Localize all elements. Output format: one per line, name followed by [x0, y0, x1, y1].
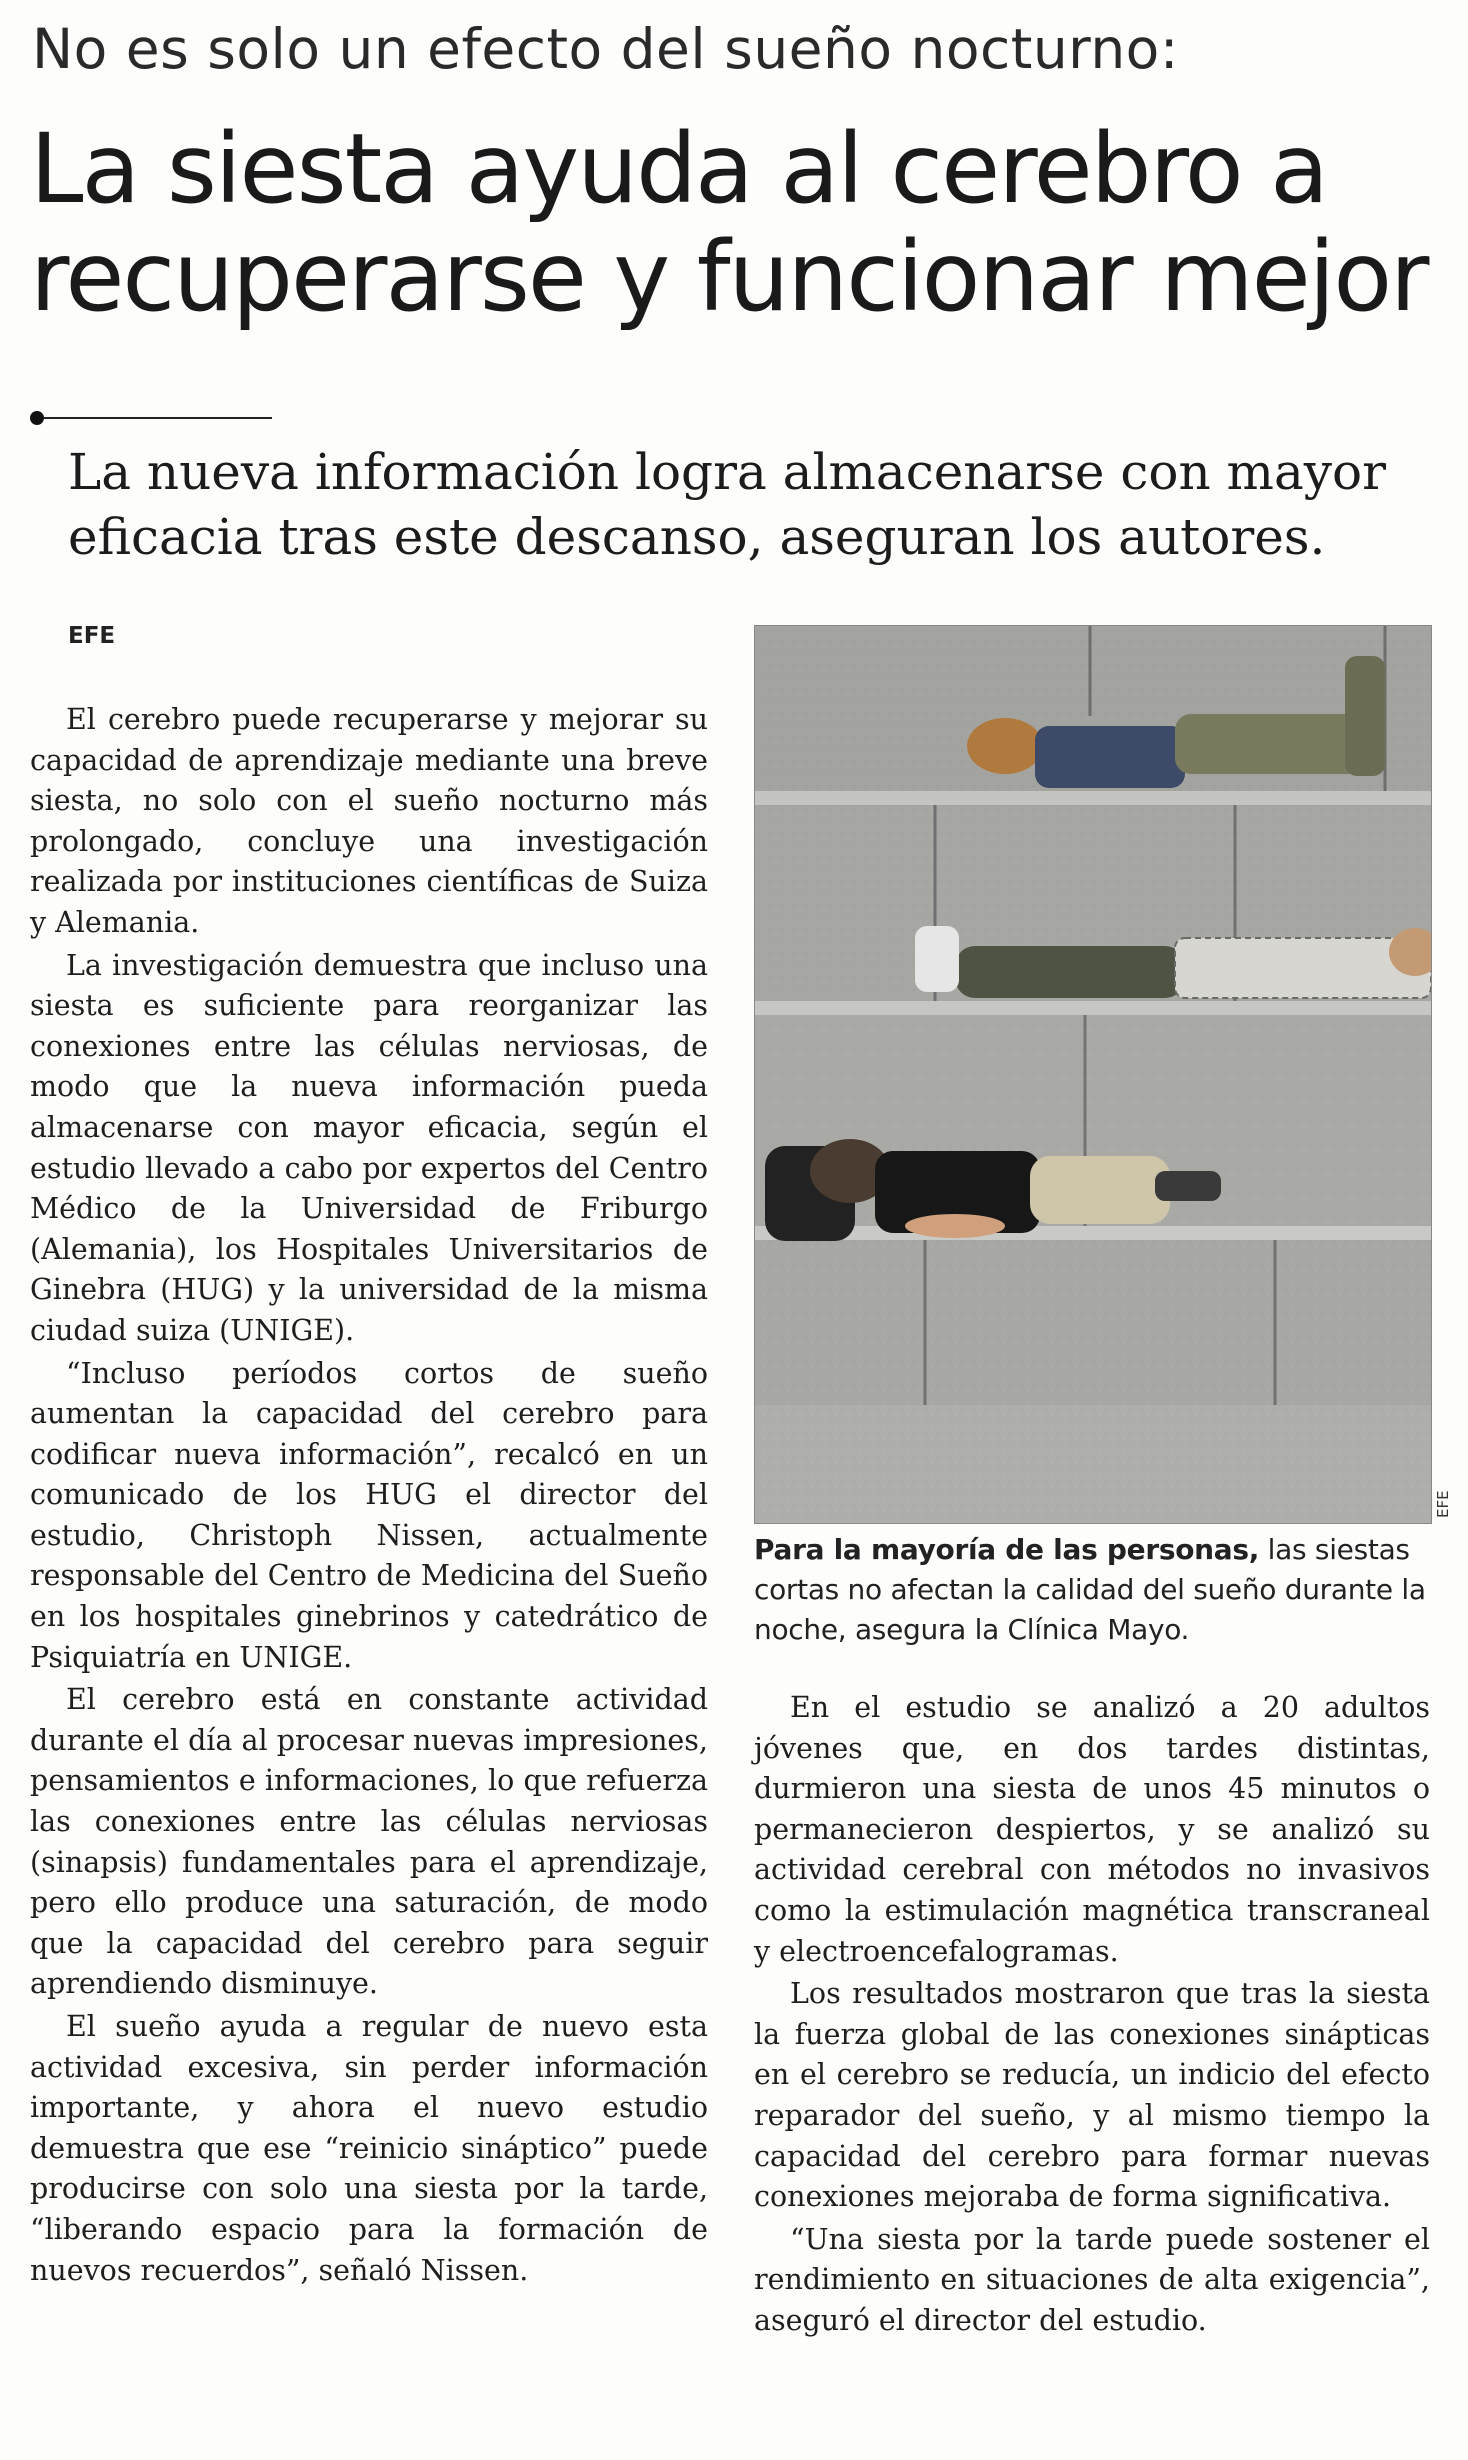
body-paragraph: “Una siesta por la tarde puede sostener el rendimiento en situaciones de alta exigencia”, aseguró el director del estudio.	[754, 2222, 1430, 2337]
headline-line-1: La siesta ayuda al cerebro a	[30, 113, 1327, 225]
article-photo	[754, 625, 1432, 1524]
article-byline: EFE	[68, 623, 116, 649]
subheadline-line-2: eficacia tras este descanso, aseguran los autores.	[68, 508, 1326, 566]
body-paragraph: La investigación demuestra que incluso una siesta es suficiente para reorganizar las conexiones entre las células nerviosas, de modo que la nueva información pueda almacenarse con mayor eficacia, según el estudio llevado a cabo por expertos del Centro Médico de la Universidad de Friburgo (Alemania), los Hospitales Universitarios de Ginebra (HUG) y la universidad de la misma ciudad suiza (UNIGE).	[30, 948, 708, 1347]
article-body-left-column	[30, 700, 708, 2293]
photo-people-sleeping-on-stone-steps	[755, 626, 1431, 1523]
body-paragraph: El sueño ayuda a regular de nuevo esta actividad excesiva, sin perder información importante, y ahora el nuevo estudio demuestra que ese “reinicio sináptico” puede producirse con solo una siesta por la tarde, “liberando espacio para la formación de nuevos recuerdos”, señaló Nissen.	[30, 2010, 708, 2287]
photo-caption	[754, 1530, 1434, 1650]
caption-text: las siestas cortas no afectan la calidad del sueño durante la noche, asegura la Clínica Mayo.	[754, 1533, 1426, 1646]
subheadline-line-1: La nueva información logra almacenarse con mayor	[68, 443, 1387, 501]
photo-credit: EFE	[1434, 1490, 1452, 1518]
body-paragraph: Los resultados mostraron que tras la siesta la fuerza global de las conexiones sinápticas en el cerebro se reducía, un indicio del efecto reparador del sueño, y al mismo tiempo la capacidad del cerebro para formar nuevas conexiones mejoraba de forma significativa.	[754, 1977, 1430, 2214]
body-paragraph: El cerebro está en constante actividad durante el día al procesar nuevas impresiones, pensamientos e informaciones, lo que refuerza las conexiones entre las células nerviosas (sinapsis) fundamentales para el aprendizaje, pero ello produce una saturación, de modo que la capacidad del cerebro para seguir aprendiendo disminuye.	[30, 1683, 708, 2001]
article-subheadline	[68, 440, 1448, 570]
article-kicker: No es solo un efecto del sueño nocturno:	[32, 17, 1179, 81]
article-headline	[30, 115, 1445, 332]
body-paragraph: En el estudio se analizó a 20 adultos jóvenes que, en dos tardes distintas, durmieron una siesta de unos 45 minutos o permanecieron despiertos, y se analizó su actividad cerebral con métodos no invasivos como la estimulación magnética transcraneal y electroencefalogramas.	[754, 1691, 1430, 1968]
body-paragraph: “Incluso períodos cortos de sueño aumentan la capacidad del cerebro para codificar nueva información”, recalcó en un comunicado de los HUG el director del estudio, Christoph Nissen, actualmente responsable del Centro de Medicina del Sueño en los hospitales ginebrinos y catedrático de Psiquiatría en UNIGE.	[30, 1356, 708, 1674]
article-body-right-column	[754, 1688, 1430, 2344]
caption-lead: Para la mayoría de las personas,	[754, 1533, 1260, 1566]
separator-dot	[30, 411, 44, 425]
headline-line-2: recuperarse y funcionar mejor	[30, 221, 1428, 334]
separator-line	[40, 417, 272, 419]
body-paragraph: El cerebro puede recuperarse y mejorar su capacidad de aprendizaje mediante una breve siesta, no solo con el sueño nocturno más prolongado, concluye una investigación realizada por instituciones científicas de Suiza y Alemania.	[30, 703, 708, 939]
